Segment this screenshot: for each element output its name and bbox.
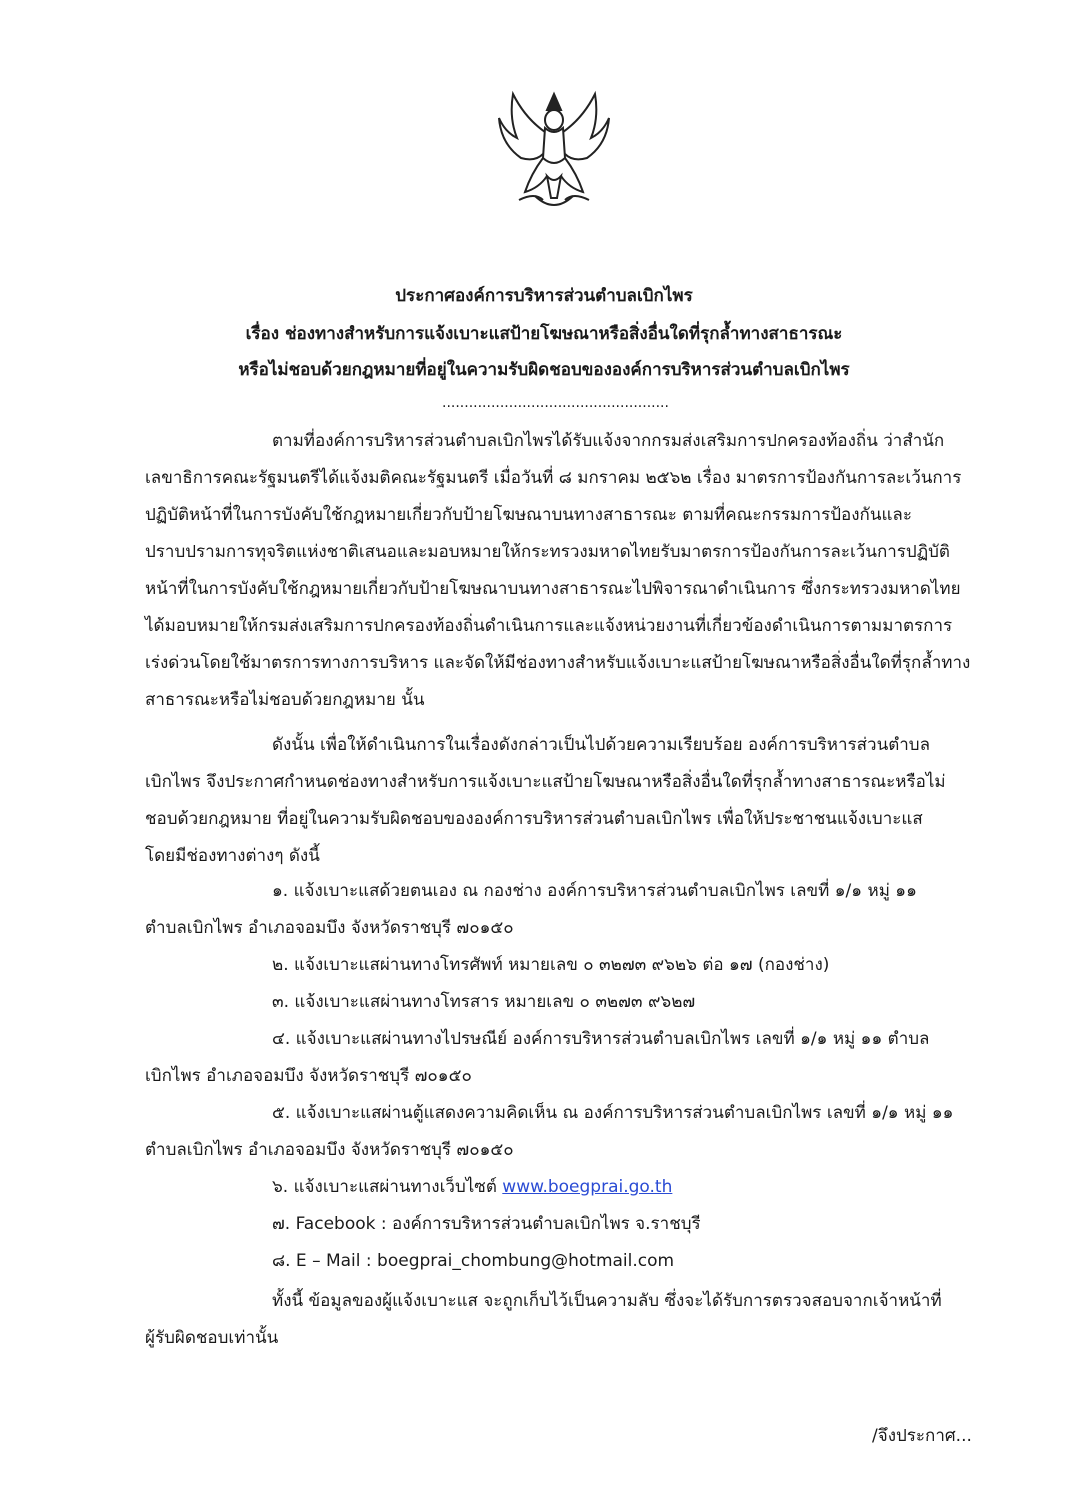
channel-item-4-cont: เบิกไพร อำเภอจอมบึง จังหวัดราชบุรี ๗๐๑๕๐	[145, 1066, 472, 1086]
channel-item-3: ๓. แจ้งเบาะแสผ่านทางโทรสาร หมายเลข ๐ ๓๒๗๓ ๙๖๒๗	[272, 992, 696, 1012]
paragraph-3-line: ผู้รับผิดชอบเท่านั้น	[145, 1328, 279, 1348]
channel-item-1: ๑. แจ้งเบาะแสด้วยตนเอง ณ กองช่าง องค์การบริหารส่วนตำบลเบิกไพร เลขที่ ๑/๑ หมู่ ๑๑	[272, 881, 917, 901]
paragraph-2-line: ชอบด้วยกฎหมาย ที่อยู่ในความรับผิดชอบขององค์การบริหารส่วนตำบลเบิกไพร เพื่อให้ประชาชนแจ้งเบาะแส	[145, 809, 923, 829]
paragraph-1-line: หน้าที่ในการบังคับใช้กฎหมายเกี่ยวกับป้ายโฆษณาบนทางสาธารณะไปพิจารณาดำเนินการ ซึ่งกระทรวงมหาดไทย	[145, 579, 961, 599]
paragraph-1-line: เร่งด่วนโดยใช้มาตรการทางการบริหาร และจัดให้มีช่องทางสำหรับแจ้งเบาะแสป้ายโฆษณาหรือสิ่งอื่นใดที่รุกล้ำทาง	[145, 653, 971, 673]
subject-line-1: เรื่อง ช่องทางสำหรับการแจ้งเบาะแสป้ายโฆษณาหรือสิ่งอื่นใดที่รุกล้ำทางสาธารณะ	[245, 324, 843, 344]
paragraph-1-line: เลขาธิการคณะรัฐมนตรีได้แจ้งมติคณะรัฐมนตรี เมื่อวันที่ ๘ มกราคม ๒๕๖๒ เรื่อง มาตรการป้องกันการละเว้นการ	[145, 468, 962, 488]
header-separator: ...................................................	[442, 395, 669, 411]
channel-item-5-cont: ตำบลเบิกไพร อำเภอจอมบึง จังหวัดราชบุรี ๗๐๑๕๐	[145, 1140, 514, 1160]
channel-item-6	[272, 1176, 672, 1198]
paragraph-1-line: ตามที่องค์การบริหารส่วนตำบลเบิกไพรได้รับแจ้งจากกรมส่งเสริมการปกครองท้องถิ่น ว่าสำนัก	[272, 431, 945, 451]
channel-item-1-cont: ตำบลเบิกไพร อำเภอจอมบึง จังหวัดราชบุรี ๗๐๑๕๐	[145, 918, 514, 938]
channel-item-5: ๕. แจ้งเบาะแสผ่านตู้แสดงความคิดเห็น ณ องค์การบริหารส่วนตำบลเบิกไพร เลขที่ ๑/๑ หมู่ ๑๑	[272, 1103, 954, 1123]
subject-line-2: หรือไม่ชอบด้วยกฎหมายที่อยู่ในความรับผิดชอบขององค์การบริหารส่วนตำบลเบิกไพร	[238, 360, 850, 380]
paragraph-2-line: เบิกไพร จึงประกาศกำหนดช่องทางสำหรับการแจ้งเบาะแสป้ายโฆษณาหรือสิ่งอื่นใดที่รุกล้ำทางสาธารณะหรือไม่	[145, 772, 946, 792]
channel-item-2: ๒. แจ้งเบาะแสผ่านทางโทรศัพท์ หมายเลข ๐ ๓๒๗๓ ๙๖๒๖ ต่อ ๑๗ (กองช่าง)	[272, 955, 830, 975]
channel-item-4: ๔. แจ้งเบาะแสผ่านทางไปรษณีย์ องค์การบริหารส่วนตำบลเบิกไพร เลขที่ ๑/๑ หมู่ ๑๑ ตำบล	[272, 1029, 930, 1049]
channel-item-7: ๗. Facebook : องค์การบริหารส่วนตำบลเบิกไพร จ.ราชบุรี	[272, 1214, 701, 1234]
paragraph-1-line: ได้มอบหมายให้กรมส่งเสริมการปกครองท้องถิ่นดำเนินการและแจ้งหน่วยงานที่เกี่ยวข้องดำเนินการตามมาตรการ	[145, 616, 953, 636]
paragraph-2-line: โดยมีช่องทางต่างๆ ดังนี้	[145, 846, 320, 866]
paragraph-1-line: ปฏิบัติหน้าที่ในการบังคับใช้กฎหมายเกี่ยวกับป้ายโฆษณาบนทางสาธารณะ ตามที่คณะกรรมการป้องกันและ	[145, 505, 912, 525]
paragraph-2-line: ดังนั้น เพื่อให้ดำเนินการในเรื่องดังกล่าวเป็นไปด้วยความเรียบร้อย องค์การบริหารส่วนตำบล	[272, 735, 931, 755]
garuda-emblem	[495, 88, 613, 216]
channel-item-8: ๘. E – Mail : boegprai_chombung@hotmail.com	[272, 1251, 675, 1271]
notice-title: ประกาศองค์การบริหารส่วนตำบลเบิกไพร	[395, 286, 693, 306]
paragraph-1-line: สาธารณะหรือไม่ชอบด้วยกฎหมาย นั้น	[145, 690, 425, 710]
paragraph-3-line: ทั้งนี้ ข้อมูลของผู้แจ้งเบาะแส จะถูกเก็บไว้เป็นความลับ ซึ่งจะได้รับการตรวจสอบจากเจ้าหน้าที่	[272, 1291, 942, 1311]
continuation-note: /จึงประกาศ...	[872, 1426, 972, 1446]
paragraph-1-line: ปราบปรามการทุจริตแห่งชาติเสนอและมอบหมายให้กระทรวงมหาดไทยรับมาตรการป้องกันการละเว้นการปฏิบัติ	[145, 542, 950, 562]
website-link[interactable]: www.boegprai.go.th	[502, 1177, 673, 1197]
channel-item-6-label: ๖. แจ้งเบาะแสผ่านทางเว็บไซต์	[272, 1177, 503, 1197]
